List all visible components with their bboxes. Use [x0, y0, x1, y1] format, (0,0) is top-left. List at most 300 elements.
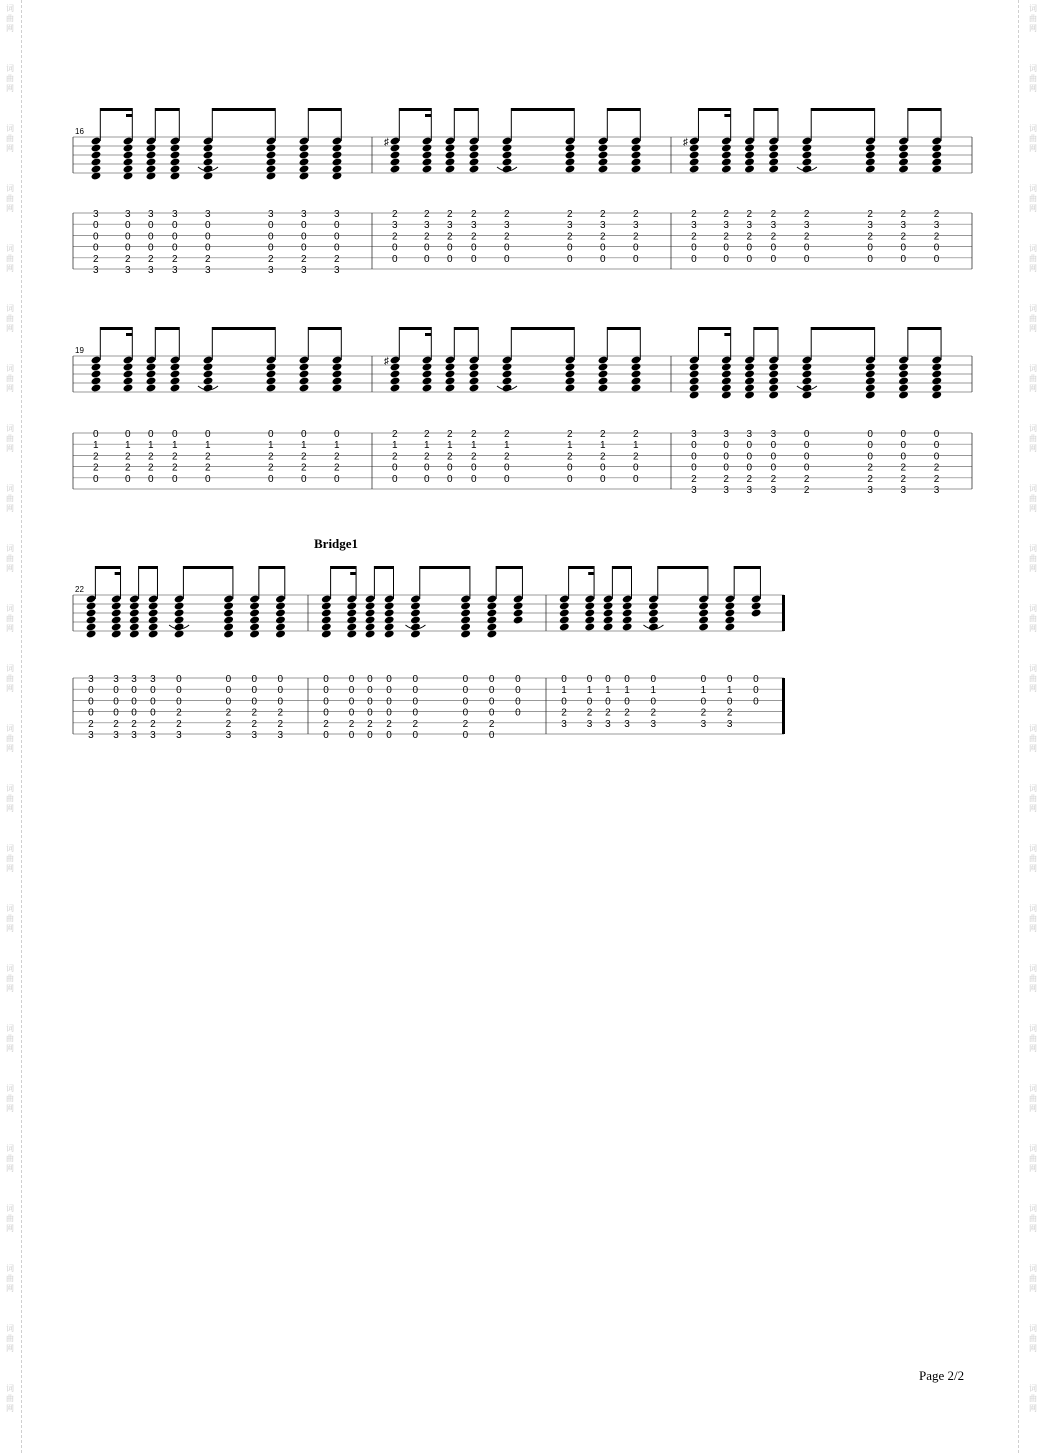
fret-number: 0: [504, 242, 510, 254]
fret-number: 3: [447, 220, 453, 232]
beam: [425, 333, 431, 336]
notehead: [203, 355, 214, 364]
fret-number: 2: [131, 718, 137, 730]
notehead: [174, 622, 185, 631]
watermark-stamp: 词 曲 网: [6, 484, 14, 513]
fret-number: 2: [933, 462, 940, 474]
notehead: [266, 164, 277, 173]
notehead: [203, 164, 214, 173]
fret-number: 0: [125, 429, 131, 440]
notehead: [622, 601, 633, 610]
notehead: [898, 376, 909, 385]
notehead: [486, 601, 497, 610]
watermark-stamp: 词 曲 网: [6, 64, 14, 93]
fret-number: 0: [367, 685, 373, 697]
fret-number: 0: [700, 696, 707, 708]
notehead: [744, 157, 755, 166]
notehead: [603, 601, 614, 610]
fret-number: 0: [301, 242, 307, 254]
notehead: [603, 594, 614, 603]
notehead: [898, 157, 909, 166]
notehead: [469, 383, 480, 392]
fret-number: 0: [933, 242, 940, 254]
fret-number: 0: [392, 242, 398, 254]
notehead: [91, 143, 102, 152]
fret-number: 2: [462, 718, 469, 730]
notehead: [768, 157, 779, 166]
fret-number: 2: [867, 473, 873, 485]
fret-number: 0: [150, 707, 156, 719]
fret-number: 0: [600, 473, 606, 485]
watermark-stamp: 词 曲 网: [1029, 364, 1037, 393]
fret-number: 0: [386, 707, 392, 719]
fret-number: 2: [268, 253, 274, 265]
fret-number: 0: [504, 473, 510, 485]
notehead: [768, 164, 779, 173]
notehead: [698, 594, 709, 603]
fret-number: 2: [633, 429, 639, 440]
fret-number: 0: [567, 462, 573, 474]
notehead: [410, 608, 421, 617]
fret-number: 0: [746, 462, 753, 474]
beam: [100, 327, 132, 330]
notehead: [123, 157, 134, 166]
fret-number: 2: [113, 718, 119, 730]
fret-number: 3: [746, 485, 753, 496]
fret-number: 0: [600, 242, 606, 254]
fret-number: 0: [176, 674, 182, 685]
fret-number: 2: [125, 253, 131, 265]
watermark-stamp: 词 曲 网: [1029, 724, 1037, 753]
fret-number: 0: [251, 674, 258, 685]
fret-number: 2: [633, 451, 639, 463]
notehead: [744, 369, 755, 378]
fret-number: 0: [172, 429, 178, 440]
fret-number: 3: [268, 209, 274, 220]
notehead: [249, 622, 260, 631]
notehead: [299, 157, 310, 166]
notehead: [584, 622, 595, 631]
notehead: [801, 376, 812, 385]
notehead: [299, 143, 310, 152]
measure-number: 16: [75, 127, 84, 136]
notehead: [321, 601, 332, 610]
notehead: [384, 594, 395, 603]
fret-number: 0: [205, 429, 211, 440]
notehead: [768, 369, 779, 378]
fret-number: 2: [691, 473, 697, 485]
beam: [419, 566, 469, 569]
notehead: [689, 383, 700, 392]
fret-number: 0: [268, 220, 274, 232]
notehead: [598, 369, 609, 378]
fret-number: 2: [726, 707, 733, 719]
fret-number: 0: [348, 674, 355, 685]
fret-number: 2: [205, 462, 211, 474]
notehead: [390, 143, 401, 152]
fret-number: 3: [691, 220, 697, 232]
fret-number: 0: [277, 674, 284, 685]
notehead: [469, 136, 480, 145]
watermark-stamp: 词 曲 网: [6, 1204, 14, 1233]
notehead: [801, 369, 812, 378]
fret-number: 0: [88, 685, 94, 697]
fret-number: 2: [148, 451, 154, 463]
notehead: [422, 150, 433, 159]
notehead: [410, 622, 421, 631]
fret-number: 3: [567, 220, 573, 232]
fret-number: 3: [633, 220, 639, 232]
notehead: [865, 143, 876, 152]
fret-number: 3: [301, 209, 307, 220]
notehead: [123, 150, 134, 159]
fret-number: 0: [172, 242, 178, 254]
fret-number: 0: [367, 674, 373, 685]
notehead: [91, 362, 102, 371]
notehead: [91, 164, 102, 173]
beam: [155, 327, 179, 330]
fret-number: 1: [392, 440, 398, 452]
fret-number: 0: [348, 707, 355, 719]
notehead: [689, 376, 700, 385]
fret-number: 2: [301, 451, 307, 463]
notehead: [689, 369, 700, 378]
notehead: [86, 608, 97, 617]
notehead: [390, 383, 401, 392]
notehead: [801, 150, 812, 159]
notehead: [565, 376, 576, 385]
notehead: [174, 608, 185, 617]
notehead: [170, 383, 181, 392]
final-barline: [782, 595, 785, 631]
notehead: [445, 143, 456, 152]
notehead: [275, 594, 286, 603]
notehead: [422, 376, 433, 385]
notehead: [931, 157, 942, 166]
notehead: [91, 157, 102, 166]
fret-number: 3: [148, 209, 154, 220]
fret-number: 2: [933, 209, 940, 220]
fret-number: 0: [605, 696, 611, 708]
fret-number: 2: [803, 231, 810, 243]
fret-number: 3: [268, 265, 274, 276]
fret-number: 2: [348, 718, 355, 730]
notehead: [689, 362, 700, 371]
fret-number: 0: [726, 674, 733, 685]
notehead: [146, 376, 157, 385]
notehead: [689, 150, 700, 159]
watermark-stamp: 词 曲 网: [1029, 484, 1037, 513]
notehead: [249, 615, 260, 624]
notehead: [898, 143, 909, 152]
watermark-stamp: 词 曲 网: [6, 784, 14, 813]
fret-number: 2: [471, 209, 477, 220]
notehead: [598, 157, 609, 166]
notehead: [299, 362, 310, 371]
beam: [259, 566, 285, 569]
beam: [425, 114, 431, 117]
notehead: [801, 157, 812, 166]
notehead: [631, 376, 642, 385]
fret-number: 3: [867, 220, 873, 232]
fret-number: 2: [567, 451, 573, 463]
fret-number: 0: [770, 253, 777, 265]
fret-number: 0: [131, 707, 137, 719]
notehead: [584, 594, 595, 603]
fret-number: 0: [424, 242, 430, 254]
fret-number: 0: [150, 685, 156, 697]
fret-number: 2: [803, 485, 810, 496]
fret-number: 0: [113, 707, 119, 719]
fret-number: 2: [471, 429, 477, 440]
fret-number: 0: [205, 220, 211, 232]
notehead: [486, 622, 497, 631]
notehead: [299, 383, 310, 392]
notehead: [751, 601, 762, 610]
notehead: [123, 164, 134, 173]
notehead: [898, 136, 909, 145]
notehead: [390, 376, 401, 385]
notehead: [123, 383, 134, 392]
beam: [399, 108, 431, 111]
notehead: [724, 622, 735, 631]
notehead: [223, 615, 234, 624]
notehead: [170, 164, 181, 173]
fret-number: 3: [125, 209, 131, 220]
notehead: [91, 355, 102, 364]
fret-number: 3: [723, 429, 729, 440]
notehead: [931, 136, 942, 145]
fret-number: 0: [900, 440, 907, 452]
notehead: [91, 376, 102, 385]
fret-number: 0: [348, 730, 355, 741]
notehead: [565, 164, 576, 173]
notehead: [460, 608, 471, 617]
fret-number: 2: [301, 462, 307, 474]
notehead: [203, 362, 214, 371]
fret-number: 3: [746, 429, 753, 440]
notehead: [469, 362, 480, 371]
notehead: [559, 615, 570, 624]
beam: [330, 566, 355, 569]
notehead: [584, 608, 595, 617]
fret-number: 0: [268, 231, 274, 243]
fret-number: 2: [93, 451, 99, 463]
beam: [734, 566, 760, 569]
notehead: [631, 136, 642, 145]
notehead: [203, 369, 214, 378]
fret-number: 0: [691, 462, 697, 474]
fret-number: 2: [251, 707, 258, 719]
watermark-stamp: 词 曲 网: [6, 4, 14, 33]
notehead: [266, 150, 277, 159]
watermark-stamp: 词 曲 网: [6, 1144, 14, 1173]
fret-number: 3: [600, 220, 606, 232]
fret-number: 2: [504, 209, 510, 220]
notehead: [332, 369, 343, 378]
fret-number: 0: [933, 253, 940, 265]
fret-number: 2: [770, 231, 777, 243]
fret-number: 0: [691, 440, 697, 452]
notehead: [422, 362, 433, 371]
fret-number: 0: [125, 231, 131, 243]
notehead: [801, 383, 812, 392]
notehead: [622, 622, 633, 631]
notehead: [123, 355, 134, 364]
fret-number: 0: [900, 451, 907, 463]
sharp-accidental: ♯: [683, 137, 688, 148]
fret-number: 3: [770, 220, 777, 232]
notehead: [332, 143, 343, 152]
notehead: [486, 594, 497, 603]
fret-number: 3: [301, 265, 307, 276]
fret-number: 0: [723, 451, 729, 463]
fret-number: 0: [471, 462, 477, 474]
beam: [308, 108, 341, 111]
fret-number: 2: [746, 209, 753, 220]
notehead: [111, 601, 122, 610]
notehead: [91, 383, 102, 392]
sharp-accidental: ♯: [384, 137, 389, 148]
fret-number: 3: [900, 220, 907, 232]
notehead: [266, 136, 277, 145]
fret-number: 0: [334, 473, 340, 485]
notehead: [801, 143, 812, 152]
notehead: [744, 355, 755, 364]
watermark-stamp: 词 曲 网: [1029, 1264, 1037, 1293]
beam: [212, 108, 275, 111]
beam: [754, 108, 778, 111]
fret-number: 3: [726, 718, 733, 730]
notehead: [146, 362, 157, 371]
fret-number: 0: [412, 674, 419, 685]
notehead: [275, 601, 286, 610]
notehead: [721, 150, 732, 159]
notehead: [469, 355, 480, 364]
fret-number: 0: [624, 696, 630, 708]
fret-number: 3: [770, 429, 777, 440]
fret-number: 0: [205, 473, 211, 485]
fret-number: 0: [225, 685, 232, 697]
fret-number: 3: [176, 730, 182, 741]
notehead: [513, 608, 524, 617]
notehead: [622, 594, 633, 603]
notehead: [648, 594, 659, 603]
fret-number: 3: [150, 674, 156, 685]
fret-number: 2: [933, 473, 940, 485]
fret-number: 0: [488, 707, 495, 719]
notehead: [321, 615, 332, 624]
notehead: [390, 150, 401, 159]
beam: [308, 327, 341, 330]
notehead: [598, 143, 609, 152]
notehead: [170, 355, 181, 364]
watermark-stamp: 词 曲 网: [1029, 64, 1037, 93]
notehead: [865, 362, 876, 371]
beam: [698, 327, 730, 330]
fret-number: 1: [93, 440, 99, 452]
fret-number: 3: [113, 674, 119, 685]
fret-number: 2: [471, 451, 477, 463]
notehead: [390, 369, 401, 378]
notehead: [410, 594, 421, 603]
fret-number: 0: [803, 253, 810, 265]
fret-number: 0: [386, 696, 392, 708]
fret-number: 1: [301, 440, 307, 452]
fret-number: 2: [412, 718, 419, 730]
notehead: [565, 157, 576, 166]
notehead: [598, 164, 609, 173]
notehead: [146, 355, 157, 364]
fret-number: 0: [386, 685, 392, 697]
notehead: [724, 594, 735, 603]
fret-number: 1: [424, 440, 430, 452]
measure-number: 22: [75, 585, 84, 594]
fret-number: 3: [225, 730, 232, 741]
notehead: [898, 369, 909, 378]
notehead: [203, 376, 214, 385]
notehead: [698, 608, 709, 617]
notehead: [346, 608, 357, 617]
section-label: Bridge1: [314, 536, 359, 551]
fret-number: 1: [586, 685, 593, 697]
notehead: [410, 615, 421, 624]
fret-number: 0: [386, 730, 392, 741]
fret-number: 0: [113, 685, 119, 697]
beam: [454, 327, 478, 330]
watermark-stamp: 词 曲 网: [1029, 604, 1037, 633]
fret-number: 0: [900, 429, 907, 440]
notehead: [445, 369, 456, 378]
fret-number: 2: [225, 707, 232, 719]
watermark-stamp: 词 曲 网: [1029, 1384, 1037, 1413]
notehead: [559, 594, 570, 603]
notehead: [801, 164, 812, 173]
fret-number: 2: [172, 253, 178, 265]
notehead: [689, 143, 700, 152]
fret-number: 0: [770, 451, 777, 463]
notehead: [648, 601, 659, 610]
fret-number: 2: [301, 253, 307, 265]
notehead: [584, 615, 595, 624]
fret-number: 0: [691, 253, 697, 265]
fret-number: 2: [803, 209, 810, 220]
fret-number: 0: [88, 696, 94, 708]
fret-number: 2: [567, 231, 573, 243]
fret-number: 0: [93, 429, 99, 440]
beam: [908, 327, 941, 330]
fret-number: 0: [504, 253, 510, 265]
fret-number: 1: [172, 440, 178, 452]
notehead: [249, 601, 260, 610]
fret-number: 0: [561, 674, 567, 685]
notehead: [123, 369, 134, 378]
beam: [212, 327, 275, 330]
fret-number: 0: [148, 231, 154, 243]
beam: [811, 108, 874, 111]
notehead: [565, 136, 576, 145]
watermark-stamp: 词 曲 网: [1029, 844, 1037, 873]
notehead: [502, 136, 513, 145]
fret-number: 2: [600, 209, 606, 220]
fret-number: 2: [334, 451, 340, 463]
notehead: [203, 157, 214, 166]
fret-number: 3: [933, 485, 940, 496]
notehead: [724, 615, 735, 624]
notehead: [744, 143, 755, 152]
notehead: [502, 369, 513, 378]
fret-number: 2: [148, 462, 154, 474]
